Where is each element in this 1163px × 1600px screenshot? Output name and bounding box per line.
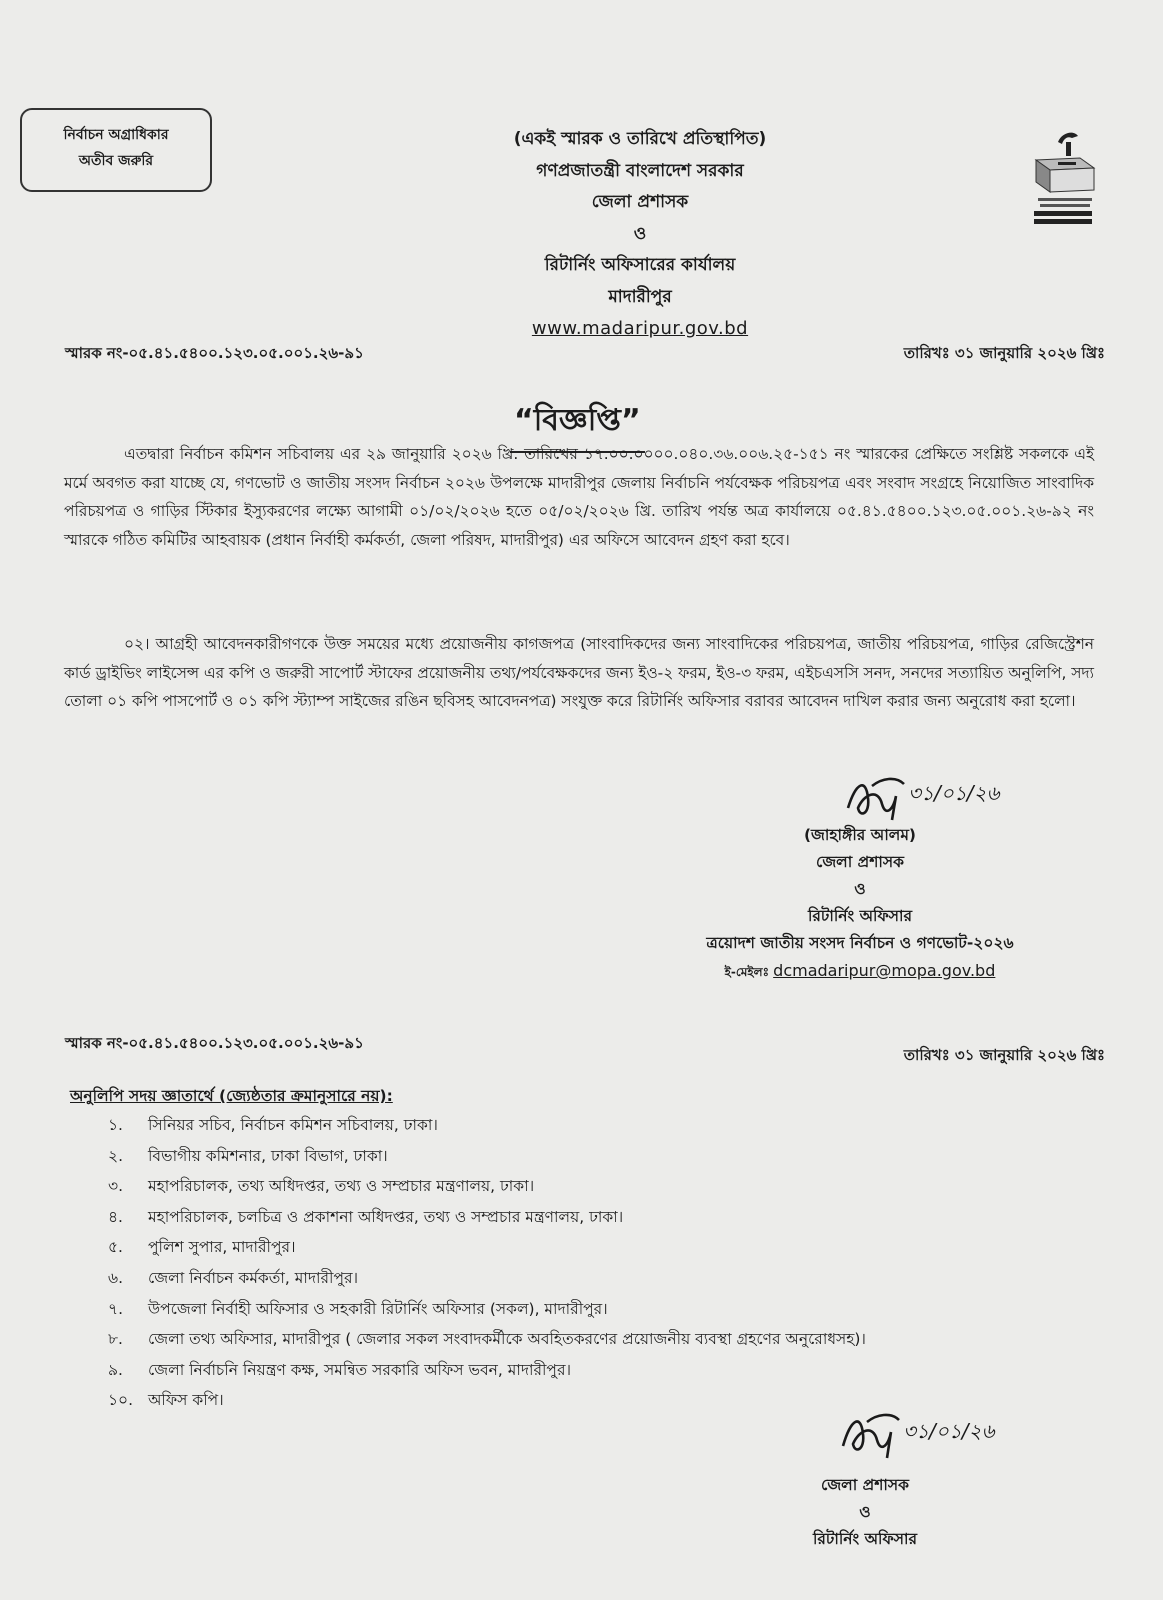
- ballot-box-logo-icon: [1028, 128, 1100, 228]
- signature-block-2: [660, 1472, 1070, 1553]
- cc-item-number: ৩.: [108, 1177, 124, 1196]
- memo-number: স্মারক নং-০৫.৪১.৫৪০০.১২৩.০৫.০০১.২৬-৯১: [65, 344, 364, 362]
- cc-item: [108, 1141, 1088, 1172]
- cc-item-number: ৫.: [108, 1238, 123, 1257]
- cc-item-number: ৯.: [108, 1360, 123, 1379]
- priority-box: [20, 108, 212, 192]
- signature-block-1: [640, 822, 1080, 986]
- header-government: গণপ্রজাতন্ত্রী বাংলাদেশ সরকার: [536, 160, 744, 181]
- memo-date: তারিখঃ ৩১ জানুয়ারি ২০২৬ খ্রিঃ: [903, 344, 1105, 362]
- signature-2: [835, 1402, 995, 1464]
- cc-item: [108, 1202, 1088, 1233]
- signer-title-1: জেলা প্রশাসক: [816, 853, 904, 871]
- email-link[interactable]: dcmadaripur@mopa.gov.bd: [773, 961, 996, 980]
- signer-name: (জাহাঙ্গীর আলম): [803, 826, 917, 844]
- cc-item-number: ২.: [108, 1146, 124, 1165]
- cc-item-text: জেলা তথ্য অফিসার, মাদারীপুর ( জেলার সকল সংবাদকর্মীকে অবহিতকরণের প্রয়োজনীয় ব্যবস্থা গ্রহণের অনুরোধসহ)।: [148, 1330, 866, 1349]
- cc-item-text: বিভাগীয় কমিশনার, ঢাকা বিভাগ, ঢাকা।: [148, 1146, 388, 1165]
- cc-item-text: অফিস কপি।: [148, 1391, 224, 1410]
- cc-item-number: ৮.: [108, 1330, 123, 1349]
- notice-title: “বিজ্ঞপ্তি”: [510, 396, 645, 453]
- body-paragraph-2: ০২। আগ্রহী আবেদনকারীগণকে উক্ত সময়ের মধ্যে প্রয়োজনীয় কাগজপত্র (সাংবাদিকদের জন্য সাংবাদিকের পরিচয়পত্র, জাতীয় পরিচয়পত্র, গাড়ির রেজিস্ট্রেশন কার্ড ড্রাইভিং লাইসেন্স এর কপি ও জরুরী সাপোর্ট স্টাফের প্রয়োজনীয় তথ্য/পর্যবেক্ষকদের জন্য ইও-২ ফরম, ইও-৩ ফরম, এইচএসসি সনদ, সনদের সত্যায়িত অনুলিপি, সদ্য তোলা ০১ কপি পাসপোর্ট ও ০১ কপি স্ট্যাম্প সাইজের রঙিন ছবিসহ আবেদনপত্র) সংযুক্ত করে রিটার্নিং অফিসার বরাবর আবেদন দাখিল করার জন্য অনুরোধ করা হলো।: [64, 635, 1094, 710]
- signer-title-4: ত্রয়োদশ জাতীয় সংসদ নির্বাচন ও গণভোট-২০২৬: [706, 934, 1014, 952]
- header-replacement-note: (একই স্মারক ও তারিখে প্রতিস্থাপিত): [513, 129, 767, 149]
- priority-line-1: নির্বাচন অগ্রাধিকার: [63, 127, 169, 143]
- cc-item: [108, 1110, 1088, 1141]
- signature-2-date: ৩১/০১/২৬: [903, 1419, 995, 1443]
- cc-item: [108, 1294, 1088, 1325]
- header-dc: জেলা প্রশাসক: [591, 192, 689, 212]
- cc-item-number: ৬.: [108, 1268, 124, 1287]
- header-district: মাদারীপুর: [608, 286, 672, 307]
- cc-item-text: উপজেলা নির্বাহী অফিসার ও সহকারী রিটার্নিং অফিসার (সকল), মাদারীপুর।: [148, 1299, 608, 1318]
- signer-title-2: ও: [854, 880, 866, 898]
- signer-email-row: [640, 957, 1080, 986]
- cc-heading: অনুলিপি সদয় জ্ঞাতার্থে (জ্যেষ্ঠতার ক্রমানুসারে নয়):: [70, 1087, 393, 1105]
- cc-item: [108, 1324, 1088, 1355]
- cc-item: [108, 1263, 1088, 1294]
- cc-item-number: ৪.: [108, 1207, 123, 1226]
- signer2-title-1: জেলা প্রশাসক: [821, 1476, 909, 1494]
- cc-item-text: মহাপরিচালক, তথ্য অধিদপ্তর, তথ্য ও সম্প্রচার মন্ত্রণালয়, ঢাকা।: [148, 1177, 535, 1196]
- signer2-title-3: রিটার্নিং অফিসার: [812, 1530, 918, 1548]
- cc-item-number: ৭.: [108, 1299, 124, 1318]
- cc-item-number: ১০.: [108, 1391, 134, 1410]
- signer2-title-2: ও: [859, 1503, 871, 1521]
- signature-1-date: ৩১/০১/২৬: [908, 781, 1000, 805]
- cc-item: [108, 1355, 1088, 1386]
- memo-date-bottom: তারিখঃ ৩১ জানুয়ারি ২০২৬ খ্রিঃ: [903, 1046, 1105, 1064]
- cc-item-text: সিনিয়র সচিব, নির্বাচন কমিশন সচিবালয়, ঢাকা।: [148, 1116, 438, 1134]
- header-ro-office: রিটার্নিং অফিসারের কার্যালয়: [544, 255, 736, 275]
- cc-item-text: মহাপরিচালক, চলচিত্র ও প্রকাশনা অধিদপ্তর, তথ্য ও সম্প্রচার মন্ত্রণালয়, ঢাকা।: [148, 1207, 624, 1226]
- cc-item-text: জেলা নির্বাচন কর্মকর্তা, মাদারীপুর।: [148, 1268, 359, 1287]
- cc-item-text: পুলিশ সুপার, মাদারীপুর।: [148, 1238, 296, 1257]
- cc-list: [108, 1110, 1088, 1416]
- memo-number-bottom: স্মারক নং-০৫.৪১.৫৪০০.১২৩.০৫.০০১.২৬-৯১: [65, 1034, 364, 1052]
- signature-1: [842, 768, 1000, 828]
- signer-title-3: রিটার্নিং অফিসার: [807, 907, 913, 925]
- header-and: ও: [633, 223, 647, 244]
- body-paragraph-1: এতদ্বারা নির্বাচন কমিশন সচিবালয় এর ২৯ জানুয়ারি ২০২৬ খ্রি. তারিখের ১৭.০০.০০০০.০৪০.৩৬.০০৬.২৫-১৫১ নং স্মারকের প্রেক্ষিতে সংশ্লিষ্ট সকলকে এই মর্মে অবগত করা যাচ্ছে যে, গণভোট ও জাতীয় সংসদ নির্বাচন ২০২৬ উপলক্ষে মাদারীপুর জেলায় নির্বাচনি পর্যবেক্ষক পরিচয়পত্র এবং সংবাদ সংগ্রহে নিয়োজিত সাংবাদিক পরিচয়পত্র ও গাড়ির স্টিকার ইস্যুকরণের লক্ষ্যে আগামী ০১/০২/২০২৬ হতে ০৫/০২/২০২৬ খ্রি. তারিখ পর্যন্ত অত্র কার্যালয়ে ০৫.৪১.৫৪০০.১২৩.০৫.০০১.২৬-৯২ নং স্মারকে গঠিত কমিটির আহবায়ক (প্রধান নির্বাহী কর্মকর্তা, জেলা পরিষদ, মাদারীপুর) এর অফিসে আবেদন গ্রহণ করা হবে।: [64, 445, 1094, 549]
- office-header: [380, 124, 900, 345]
- priority-line-2: অতীব জরুরি: [78, 153, 154, 169]
- cc-item-number: ১.: [108, 1116, 123, 1134]
- header-website: www.madaripur.gov.bd: [531, 318, 749, 339]
- cc-item-text: জেলা নির্বাচনি নিয়ন্ত্রণ কক্ষ, সমন্বিত সরকারি অফিস ভবন, মাদারীপুর।: [148, 1360, 572, 1379]
- email-label: ই-মেইলঃ: [724, 965, 769, 979]
- cc-item: [108, 1232, 1088, 1263]
- cc-item: [108, 1171, 1088, 1202]
